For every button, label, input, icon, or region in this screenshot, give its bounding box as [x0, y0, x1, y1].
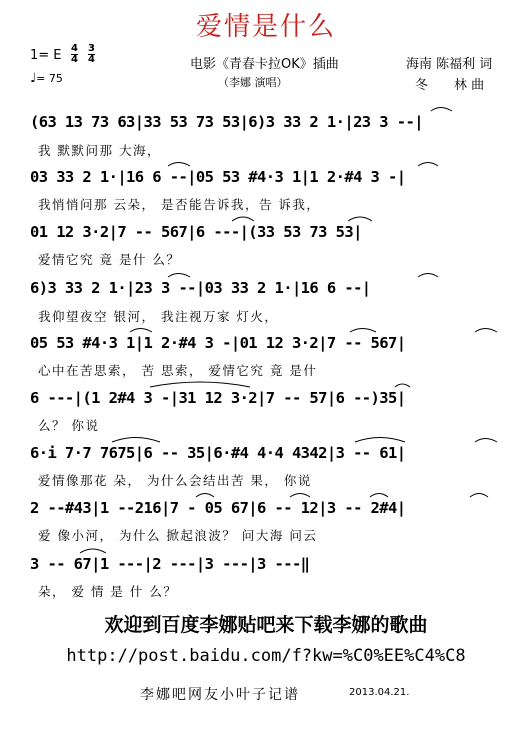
lyric-line-4: 我仰望夜空 银河， 我注视万家 灯火，: [38, 309, 279, 324]
score-line-7: 6·i 7·7 7675|6 -- 35|6·#4 4·4 4342|3 -- 61|: [30, 444, 406, 462]
lyric-line-3: 爱情它究 竟 是什 么？: [38, 252, 181, 267]
lyricist-credit: 海南 陈福利 词: [406, 57, 493, 72]
singer-credit: （李娜 演唱）: [218, 76, 288, 89]
key-signature: 1= E: [30, 48, 62, 63]
tempo-marking: ♩= 75: [30, 71, 63, 86]
composer-credit: 冬 林 曲: [415, 78, 485, 93]
lyric-line-9: 朵， 爱 情 是 什 么？: [38, 584, 178, 599]
time-signature-4-4: 4 4: [71, 43, 78, 65]
transcriber-credit: 李娜吧网友小叶子记谱: [140, 687, 300, 703]
promo-banner: 欢迎到百度李娜贴吧来下载李娜的歌曲: [104, 614, 428, 636]
score-line-8: 2 --#43|1 --216|7 - 05 67|6 -- 12|3 -- 2#4|: [30, 499, 406, 517]
score-line-1: (63 13 73 63|33 53 73 53|6)3 33 2 1·|23 3 --|: [30, 113, 423, 131]
song-source: 电影《青春卡拉OK》插曲: [190, 57, 339, 72]
score-line-3: 01 12 3·2|7 -- 567|6 ---|(33 53 73 53|: [30, 223, 362, 241]
lyric-line-8: 爱 像小河， 为什么 掀起浪波？ 问大海 问云: [38, 528, 318, 543]
lyric-line-1: 我 默默问那 大海，: [38, 143, 161, 158]
lyric-line-2: 我悄悄问那 云朵， 是否能告诉我，告 诉我，: [38, 197, 321, 212]
quarter-note-icon: ♩: [30, 71, 37, 86]
page-title: 爱情是什么: [195, 12, 336, 42]
lyric-line-5: 心中在苦思索， 苦 思索， 爱情它究 竟 是什: [38, 363, 318, 378]
transcription-date: 2013.04.21.: [349, 687, 410, 698]
lyric-line-7: 爱情像那花 朵， 为什么会结出苦 果， 你说: [38, 473, 312, 488]
score-line-4: 6)3 33 2 1·|23 3 --|03 33 2 1·|16 6 --|: [30, 279, 371, 297]
forum-url: http://post.baidu.com/f?kw=%C0%EE%C4%C8: [66, 646, 466, 666]
score-line-2: 03 33 2 1·|16 6 --|05 53 #4·3 1|1 2·#4 3 -|: [30, 168, 406, 186]
score-line-9: 3 -- 67|1 ---|2 ---|3 ---|3 ---‖: [30, 555, 310, 573]
time-signature-3-4: 3 4: [88, 43, 95, 65]
score-line-5: 05 53 #4·3 1|1 2·#4 3 -|01 12 3·2|7 -- 567|: [30, 334, 406, 352]
lyric-line-6: 么？ 你说: [38, 418, 100, 433]
score-line-6: 6 ---|(1 2#4 3 -|31 12 3·2|7 -- 57|6 --)35|: [30, 389, 406, 407]
